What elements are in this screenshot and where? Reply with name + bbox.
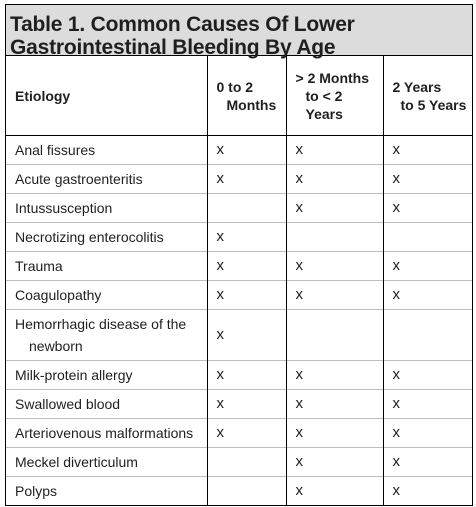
column-header-line: > 2 Months [295, 69, 370, 86]
age-mark-cell: x [383, 165, 472, 194]
age-mark-cell: x [383, 136, 472, 165]
etiology-label: Swallowed blood [15, 396, 121, 412]
age-mark-cell: x [286, 419, 383, 448]
etiology-cell [6, 390, 207, 419]
age-mark-cell: x [207, 252, 286, 281]
etiology-label: Hemorrhagic disease of the [15, 316, 187, 332]
etiology-label: Anal fissures [15, 142, 96, 158]
age-mark-cell: x [383, 361, 472, 390]
table-row [6, 281, 472, 310]
age-mark-cell: x [207, 361, 286, 390]
age-mark-cell: x [286, 165, 383, 194]
age-mark-cell: x [286, 477, 383, 506]
age-mark-cell [286, 223, 383, 252]
age-mark-cell: x [207, 136, 286, 165]
age-mark-cell: x [286, 448, 383, 477]
etiology-label: Coagulopathy [15, 287, 102, 303]
column-header-line: 2 Years [392, 78, 442, 95]
etiology-cell [6, 194, 207, 223]
age-mark-cell: x [286, 390, 383, 419]
table-row [6, 223, 472, 252]
age-mark-cell: x [286, 136, 383, 165]
column-header-line: to 5 Years [400, 96, 467, 113]
etiology-cell [6, 477, 207, 506]
age-mark-cell: x [207, 310, 286, 361]
etiology-label: Arteriovenous malformations [15, 425, 194, 441]
column-header-line: Months [226, 96, 277, 113]
etiology-label: Polyps [15, 483, 58, 499]
table-row [6, 361, 472, 390]
table-row [6, 136, 472, 165]
column-header-2-months-to-2-years [286, 56, 383, 136]
age-mark-cell: x [207, 419, 286, 448]
age-mark-cell: x [383, 419, 472, 448]
table-title [6, 5, 472, 59]
age-mark-cell [383, 310, 472, 361]
age-mark-cell: x [383, 194, 472, 223]
age-mark-cell: x [383, 477, 472, 506]
age-mark-cell: x [207, 390, 286, 419]
table-row [6, 448, 472, 477]
header-row [6, 56, 472, 136]
age-mark-cell: x [286, 361, 383, 390]
table-body [6, 136, 472, 506]
table-title-line-2: Gastrointestinal Bleeding By Age [10, 36, 336, 59]
etiology-cell [6, 136, 207, 165]
table-row [6, 165, 472, 194]
etiology-cell [6, 419, 207, 448]
age-mark-cell: x [207, 165, 286, 194]
table-row [6, 310, 472, 361]
age-mark-cell: x [207, 223, 286, 252]
column-header-line: to < 2 [305, 87, 343, 104]
etiology-label: Necrotizing enterocolitis [15, 229, 164, 245]
age-mark-cell: x [286, 252, 383, 281]
age-mark-cell: x [383, 448, 472, 477]
age-mark-cell: x [383, 390, 472, 419]
age-mark-cell [286, 310, 383, 361]
etiology-cell [6, 361, 207, 390]
lower-gi-bleeding-table [5, 4, 473, 506]
data-table [6, 56, 472, 505]
age-mark-cell [383, 223, 472, 252]
table-row [6, 419, 472, 448]
etiology-cell [6, 310, 207, 361]
etiology-label: newborn [29, 338, 83, 354]
table-row [6, 194, 472, 223]
table-row [6, 390, 472, 419]
etiology-cell [6, 448, 207, 477]
age-mark-cell: x [383, 252, 472, 281]
age-mark-cell [207, 477, 286, 506]
etiology-cell [6, 252, 207, 281]
age-mark-cell: x [383, 281, 472, 310]
etiology-label: Milk-protein allergy [15, 367, 133, 383]
age-mark-cell: x [286, 281, 383, 310]
age-mark-cell [207, 194, 286, 223]
column-header-0-to-2-months [207, 56, 286, 136]
age-mark-cell: x [286, 194, 383, 223]
etiology-label: Meckel diverticulum [15, 454, 138, 470]
etiology-label: Trauma [15, 258, 63, 274]
age-mark-cell [207, 448, 286, 477]
table-header [6, 56, 472, 136]
etiology-cell [6, 165, 207, 194]
table-row [6, 477, 472, 506]
column-header-etiology: Etiology [6, 56, 207, 136]
table-row [6, 252, 472, 281]
etiology-cell [6, 281, 207, 310]
column-header-line: Years [305, 105, 343, 122]
age-mark-cell: x [207, 281, 286, 310]
table-title-line-1: Table 1. Common Causes Of Lower [10, 13, 355, 36]
etiology-cell [6, 223, 207, 252]
column-header-line: 0 to 2 [216, 78, 254, 95]
etiology-label: Acute gastroenteritis [15, 171, 143, 187]
column-header-2-to-5-years [383, 56, 472, 136]
etiology-label: Intussusception [15, 200, 113, 216]
